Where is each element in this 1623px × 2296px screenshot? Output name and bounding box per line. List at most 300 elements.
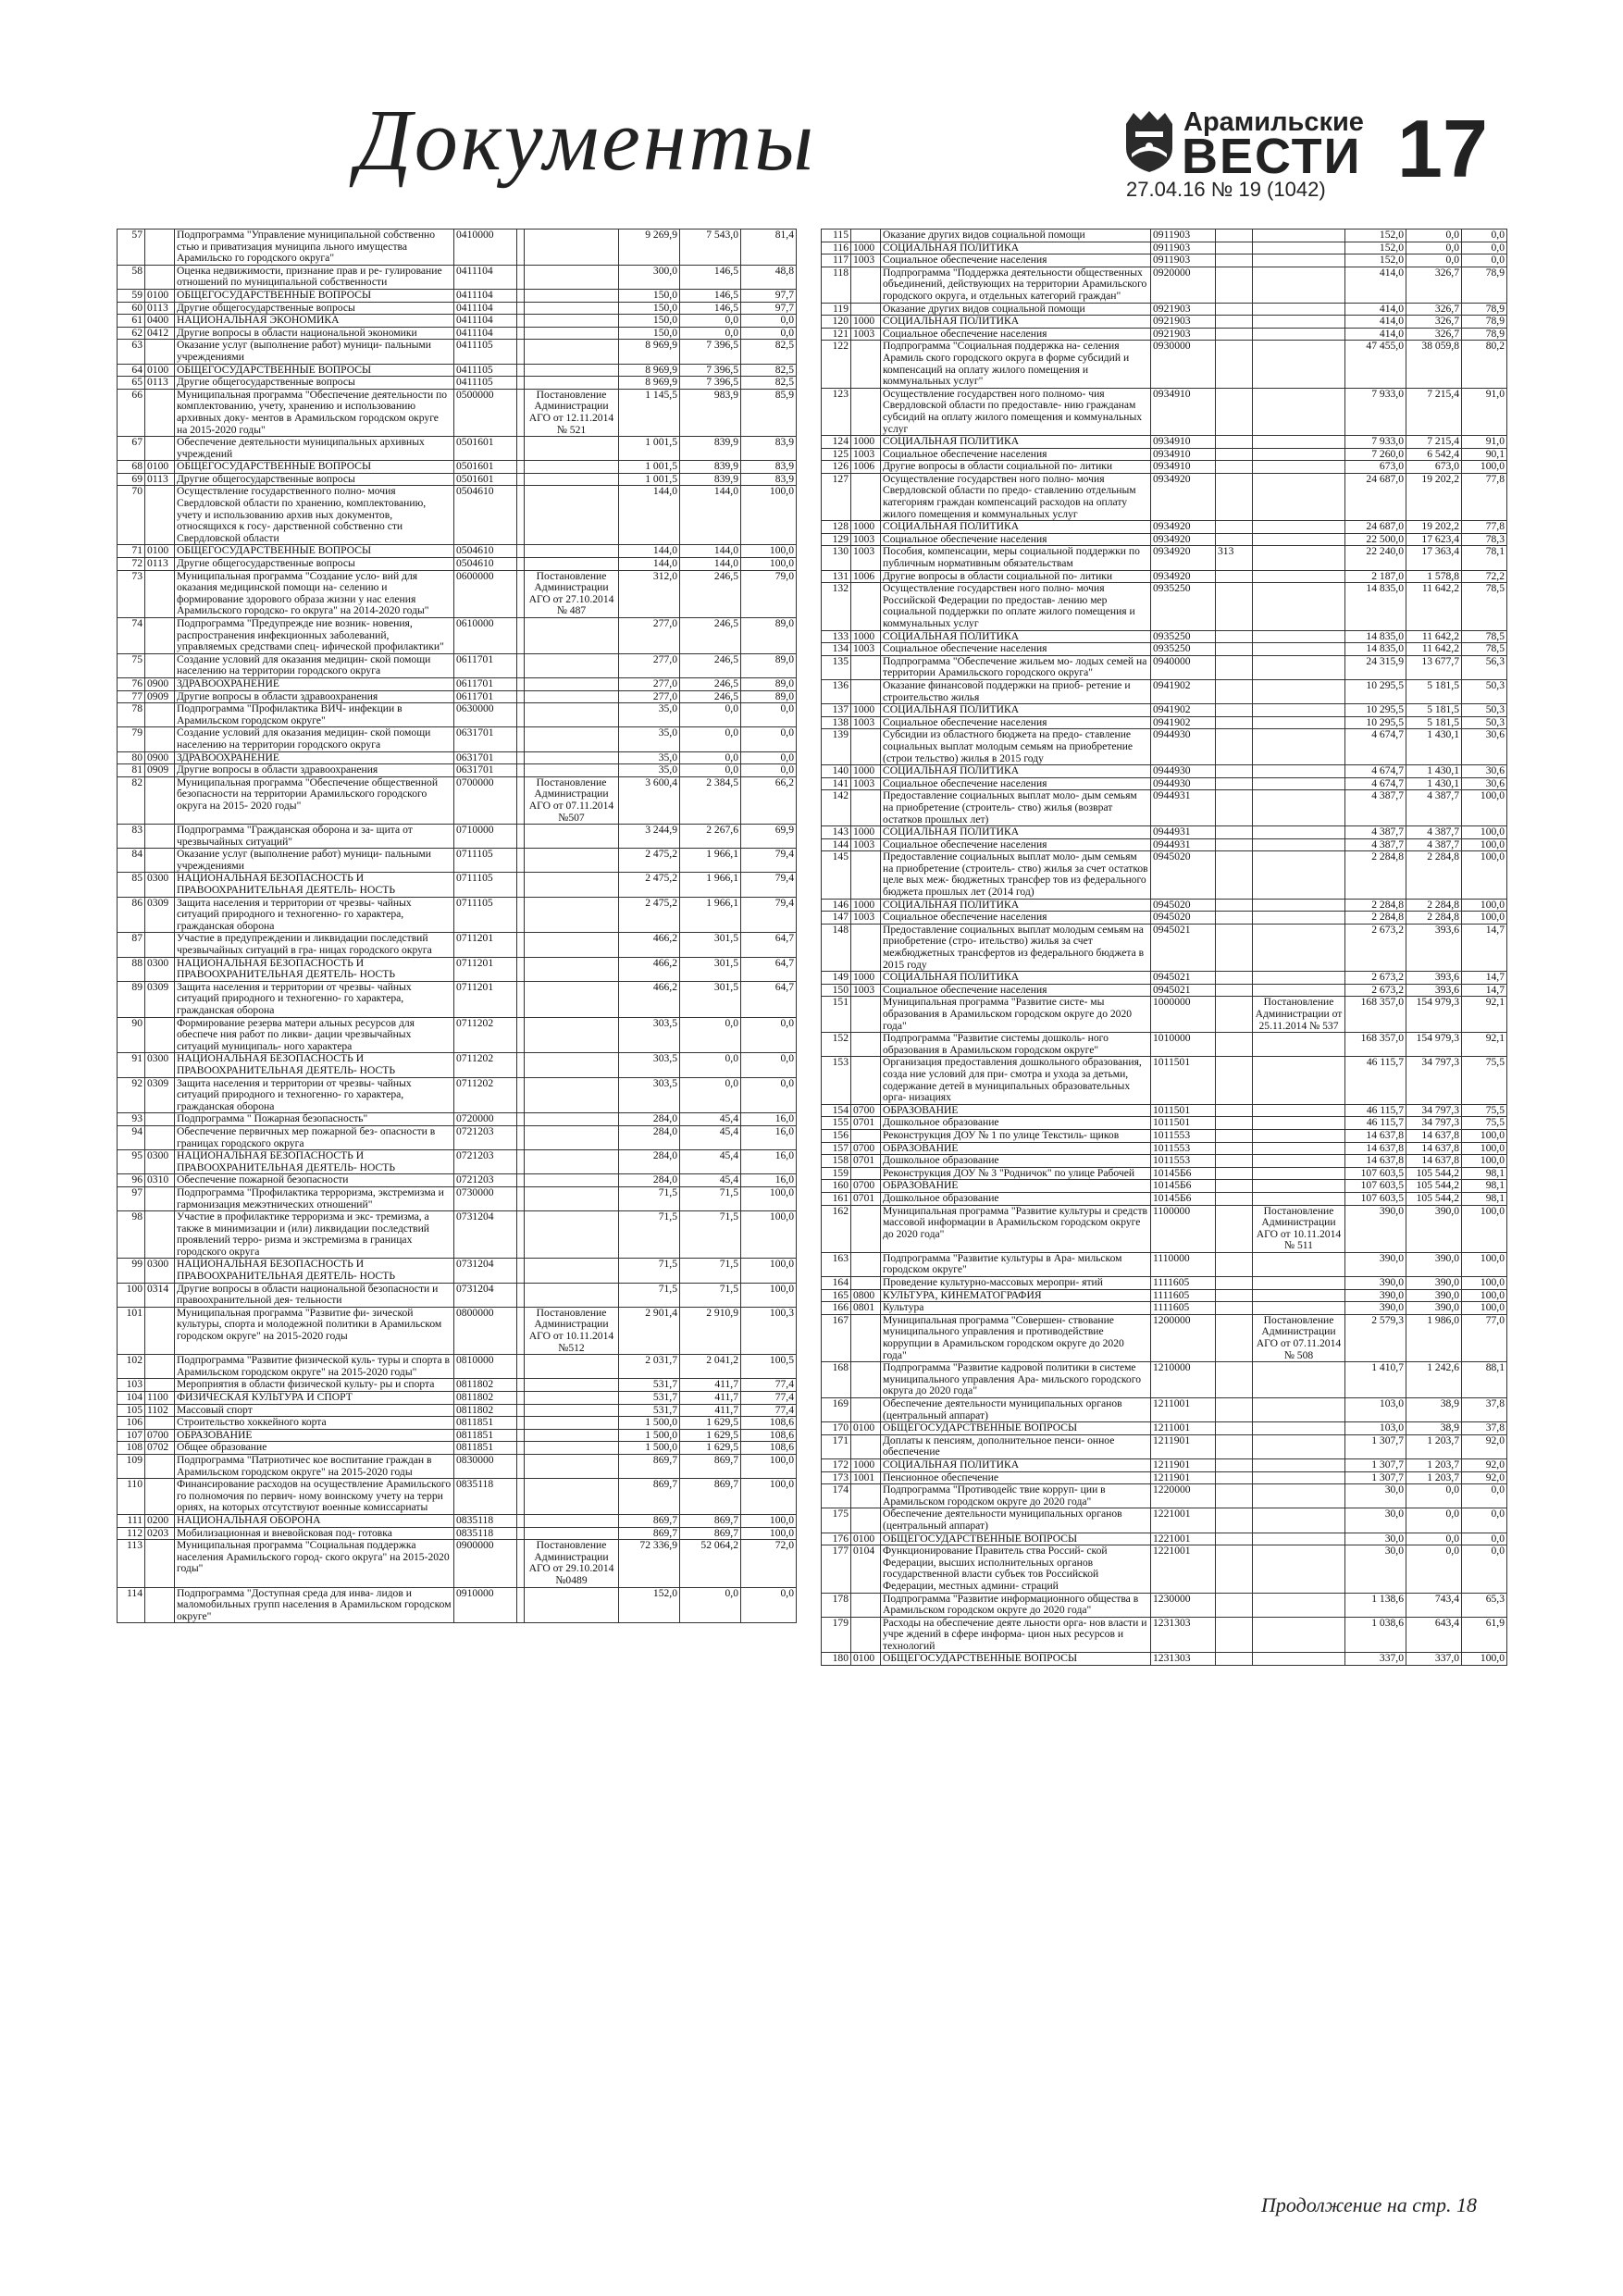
table-row	[822, 972, 1507, 985]
target-article: 0944931	[1151, 790, 1216, 826]
expense-name: Подпрограмма "Патриотичес кое воспитание граждан в Арамильском городском округе" на 2015-2020 годы	[175, 1454, 454, 1478]
executed-amount: 1 430,1	[1406, 729, 1462, 765]
row-number: 178	[822, 1593, 851, 1617]
target-article: 0731204	[454, 1259, 517, 1283]
target-article: 0830000	[454, 1454, 517, 1478]
execution-percent: 0,0	[741, 703, 797, 727]
table-row	[118, 751, 797, 764]
page-header	[0, 0, 1623, 222]
expense-type	[517, 897, 525, 933]
execution-percent: 90,1	[1462, 448, 1507, 461]
expense-name: Подпрограмма " Пожарная безопасность"	[175, 1113, 454, 1126]
execution-percent: 0,0	[1462, 242, 1507, 254]
target-article: 0935250	[1151, 643, 1216, 656]
legal-act	[525, 315, 619, 328]
legal-act	[525, 1429, 619, 1442]
row-number: 80	[118, 751, 145, 764]
expense-name: Муниципальная программа "Обеспечение деятельности по комплектованию, учету, хранению и использованию архивных доку- ментов в Арамильском городском округе на 2015-2020 годы"	[175, 389, 454, 436]
legal-act	[525, 933, 619, 957]
expense-type	[1216, 851, 1253, 899]
planned-amount: 14 637,8	[1345, 1142, 1406, 1155]
target-article: 1111605	[1151, 1277, 1216, 1290]
row-number: 126	[822, 461, 851, 474]
row-number: 71	[118, 545, 145, 558]
section-code	[851, 1593, 881, 1617]
planned-amount: 414,0	[1345, 328, 1406, 341]
legal-act	[1253, 1508, 1345, 1533]
expense-type	[517, 289, 525, 302]
legal-act	[1253, 630, 1345, 643]
legal-act	[1253, 1653, 1345, 1666]
section-code	[145, 1355, 175, 1379]
planned-amount: 71,5	[619, 1283, 680, 1307]
execution-percent: 108,6	[741, 1429, 797, 1442]
expense-name: СОЦИАЛЬНАЯ ПОЛИТИКА	[881, 630, 1151, 643]
executed-amount: 38 059,8	[1406, 341, 1462, 388]
execution-percent: 0,0	[741, 1077, 797, 1113]
row-number: 120	[822, 316, 851, 329]
table-row	[118, 957, 797, 981]
row-number: 89	[118, 981, 145, 1017]
section-code	[145, 703, 175, 727]
expense-name: Культура	[881, 1302, 1151, 1315]
expense-name: Мобилизационная и вневойсковая под- готовка	[175, 1527, 454, 1540]
execution-percent: 80,2	[1462, 341, 1507, 388]
target-article: 0911903	[1151, 242, 1216, 254]
execution-percent: 78,9	[1462, 316, 1507, 329]
newspaper-name-main: ВЕСТИ	[1182, 129, 1362, 184]
expense-name: Формирование резерва матери альных ресурсов для обеспече ния работ по ликви- дации чрезвычайных ситуаций муниципаль- ного характера	[175, 1017, 454, 1053]
planned-amount: 7 933,0	[1345, 388, 1406, 435]
section-code: 1003	[851, 546, 881, 570]
expense-name: ОБЩЕГОСУДАРСТВЕННЫЕ ВОПРОСЫ	[175, 364, 454, 377]
section-code: 1003	[851, 254, 881, 267]
executed-amount: 1 203,7	[1406, 1434, 1462, 1458]
execution-percent: 14,7	[1462, 984, 1507, 997]
target-article: 1211901	[1151, 1434, 1216, 1458]
executed-amount: 246,5	[680, 677, 741, 690]
expense-type	[517, 1527, 525, 1540]
planned-amount: 390,0	[1345, 1289, 1406, 1302]
row-number: 151	[822, 997, 851, 1033]
execution-percent: 100,0	[1462, 1289, 1507, 1302]
expense-name: СОЦИАЛЬНАЯ ПОЛИТИКА	[881, 521, 1151, 534]
execution-percent: 0,0	[1462, 1508, 1507, 1533]
target-article: 0711202	[454, 1017, 517, 1053]
executed-amount: 0,0	[1406, 1508, 1462, 1533]
table-row	[822, 655, 1507, 679]
target-article: 1110000	[1151, 1252, 1216, 1276]
execution-percent: 83,9	[741, 473, 797, 486]
section-code: 0300	[145, 1150, 175, 1174]
target-article: 0945020	[1151, 912, 1216, 925]
target-article: 0504610	[454, 558, 517, 571]
row-number: 87	[118, 933, 145, 957]
table-row	[822, 1252, 1507, 1276]
target-article: 1211001	[1151, 1398, 1216, 1422]
section-code	[851, 1252, 881, 1276]
expense-name: Обеспечение первичных мер пожарной без- опасности в границах городского округа	[175, 1125, 454, 1149]
section-code	[145, 340, 175, 364]
execution-percent: 100,0	[741, 1454, 797, 1478]
table-row	[822, 583, 1507, 630]
expense-type	[1216, 570, 1253, 583]
row-number: 149	[822, 972, 851, 985]
expense-name: ЗДРАВООХРАНЕНИЕ	[175, 751, 454, 764]
expense-type	[1216, 1252, 1253, 1276]
row-number: 74	[118, 618, 145, 654]
expense-name: Субсидии из областного бюджета на предо- ставление социальных выплат молодым семьям на приобретение (строи тельство) жилья в 2015 году	[881, 729, 1151, 765]
expense-name: Муниципальная программа "Совершен- ствование муниципального управления и противодействие коррупции в Арамильском городском округе до 2020 года"	[881, 1314, 1151, 1361]
target-article: 10145Б6	[1151, 1192, 1216, 1205]
section-code	[145, 1186, 175, 1210]
target-article: 1100000	[1151, 1205, 1216, 1252]
planned-amount: 414,0	[1345, 303, 1406, 316]
expense-type	[517, 703, 525, 727]
executed-amount: 154 979,3	[1406, 997, 1462, 1033]
section-code	[851, 230, 881, 242]
expense-type	[517, 340, 525, 364]
expense-name: Другие вопросы в области социальной по- литики	[881, 570, 1151, 583]
legal-act	[525, 1113, 619, 1126]
planned-amount: 2 673,2	[1345, 984, 1406, 997]
row-number: 165	[822, 1289, 851, 1302]
table-row	[118, 1379, 797, 1392]
execution-percent: 64,7	[741, 933, 797, 957]
planned-amount: 2 475,2	[619, 849, 680, 873]
table-row	[822, 765, 1507, 778]
execution-percent: 82,5	[741, 377, 797, 390]
execution-percent: 0,0	[1462, 254, 1507, 267]
legal-act: Постановление Администрации АГО от 29.10.2014 №0489	[525, 1540, 619, 1587]
planned-amount: 150,0	[619, 289, 680, 302]
row-number: 132	[822, 583, 851, 630]
table-row	[118, 377, 797, 390]
expense-name: НАЦИОНАЛЬНАЯ ОБОРОНА	[175, 1514, 454, 1527]
execution-percent: 78,5	[1462, 630, 1507, 643]
planned-amount: 46 115,7	[1345, 1057, 1406, 1104]
execution-percent: 88,1	[1462, 1362, 1507, 1398]
table-row	[118, 1417, 797, 1430]
expense-name: ФИЗИЧЕСКАЯ КУЛЬТУРА И СПОРТ	[175, 1392, 454, 1405]
expense-type	[517, 1113, 525, 1126]
target-article: 0944930	[1151, 765, 1216, 778]
legal-act	[1253, 316, 1345, 329]
row-number: 122	[822, 341, 851, 388]
execution-percent: 30,6	[1462, 729, 1507, 765]
expense-name: ОБЩЕГОСУДАРСТВЕННЫЕ ВОПРОСЫ	[175, 545, 454, 558]
planned-amount: 71,5	[619, 1186, 680, 1210]
executed-amount: 4 387,7	[1406, 790, 1462, 826]
expense-type	[517, 1540, 525, 1587]
table-row	[822, 1434, 1507, 1458]
expense-type	[1216, 254, 1253, 267]
target-article: 0944931	[1151, 826, 1216, 839]
executed-amount: 326,7	[1406, 328, 1462, 341]
section-code	[145, 618, 175, 654]
planned-amount: 30,0	[1345, 1484, 1406, 1508]
expense-name: Создание условий для оказания медицин- ской помощи населению на территории городского округа	[175, 653, 454, 677]
row-number: 159	[822, 1167, 851, 1180]
table-row	[118, 727, 797, 751]
expense-name: Обеспечение деятельности муниципальных органов (центральный аппарат)	[881, 1398, 1151, 1422]
legal-act	[525, 1259, 619, 1283]
execution-percent: 77,8	[1462, 473, 1507, 520]
executed-amount: 7 215,4	[1406, 388, 1462, 435]
section-code	[851, 924, 881, 971]
row-number: 169	[822, 1398, 851, 1422]
expense-name: Муниципальная программа "Развитие культуры и средств массовой информации в Арамильском городском округе до 2020 года"	[881, 1205, 1151, 1252]
expense-type	[1216, 1434, 1253, 1458]
execution-percent: 100,0	[741, 1527, 797, 1540]
expense-name: Защита населения и территории от чрезвы- чайных ситуаций природного и техногенно- го характера, гражданская оборона	[175, 981, 454, 1017]
target-article: 1200000	[1151, 1314, 1216, 1361]
legal-act	[1253, 655, 1345, 679]
target-article: 0611701	[454, 653, 517, 677]
table-row	[118, 849, 797, 873]
expense-type	[517, 1259, 525, 1283]
executed-amount: 154 979,3	[1406, 1033, 1462, 1057]
row-number: 113	[118, 1540, 145, 1587]
expense-type	[1216, 303, 1253, 316]
section-code: 0113	[145, 377, 175, 390]
expense-type	[517, 389, 525, 436]
target-article: 0711201	[454, 957, 517, 981]
expense-name: Подпрограмма "Противодейс твие корруп- ции в Арамильском городском округе до 2020 года"	[881, 1484, 1151, 1508]
table-row	[118, 873, 797, 897]
execution-percent: 92,1	[1462, 1033, 1507, 1057]
legal-act	[525, 653, 619, 677]
executed-amount: 2 284,8	[1406, 851, 1462, 899]
execution-percent: 100,0	[1462, 1142, 1507, 1155]
executed-amount: 1 629,5	[680, 1417, 741, 1430]
execution-percent: 100,0	[741, 1259, 797, 1283]
row-number: 82	[118, 776, 145, 824]
planned-amount: 2 031,7	[619, 1355, 680, 1379]
section-code	[145, 1587, 175, 1623]
expense-name: Осуществление государствен ного полно- мочия Свердловской области по предо- ставлению отдельным категориям граждан компенсаций расходов на оплату жилого помещения и коммунальных услуг	[881, 473, 1151, 520]
expense-name: Предоставление социальных выплат моло- дым семьям на приобретение (строитель- ство) жилья (возврат остатков прошлых лет)	[881, 790, 1151, 826]
section-code: 0700	[851, 1180, 881, 1193]
legal-act	[1253, 838, 1345, 851]
execution-percent: 79,4	[741, 897, 797, 933]
target-article: 0731204	[454, 1283, 517, 1307]
table-row	[118, 776, 797, 824]
table-row	[118, 545, 797, 558]
legal-act	[525, 1417, 619, 1430]
planned-amount: 284,0	[619, 1113, 680, 1126]
expense-name: Защита населения и территории от чрезвы- чайных ситуаций природного и техногенно- го характера, гражданская оборона	[175, 897, 454, 933]
expense-name: Оказание услуг (выполнение работ) муници- пальными учреждениями	[175, 340, 454, 364]
planned-amount: 150,0	[619, 327, 680, 340]
execution-percent: 100,0	[741, 558, 797, 571]
expense-name: Подпрограмма "Развитие информационного общества в Арамильском городском округе до 2020 года"	[881, 1593, 1151, 1617]
planned-amount: 1 307,7	[1345, 1434, 1406, 1458]
table-row	[822, 436, 1507, 449]
target-article: 0720000	[454, 1113, 517, 1126]
planned-amount: 466,2	[619, 981, 680, 1017]
expense-name: Муниципальная программа "Развитие фи- зической культуры, спорта и молодежной политики в Арамильском городском округе" на 2015-2020 годы	[175, 1307, 454, 1354]
legal-act	[525, 957, 619, 981]
row-number: 66	[118, 389, 145, 436]
execution-percent: 50,3	[1462, 716, 1507, 729]
target-article: 0501601	[454, 437, 517, 461]
expense-type	[1216, 972, 1253, 985]
legal-act	[1253, 328, 1345, 341]
expense-name: Участие в предупреждении и ликвидации последствий чрезвычайных ситуаций в гра- ницах городского округа	[175, 933, 454, 957]
execution-percent: 0,0	[1462, 1545, 1507, 1593]
legal-act	[525, 1125, 619, 1149]
target-article: 0700000	[454, 776, 517, 824]
legal-act	[1253, 521, 1345, 534]
table-row	[822, 1104, 1507, 1117]
executed-amount: 71,5	[680, 1283, 741, 1307]
expense-name: Подпрограмма "Развитие физической куль- туры и спорта в Арамильском городском округе" на 2015-2020 годы"	[175, 1355, 454, 1379]
executed-amount: 71,5	[680, 1186, 741, 1210]
table-row	[118, 289, 797, 302]
expense-type	[1216, 1314, 1253, 1361]
legal-act	[1253, 1252, 1345, 1276]
section-code: 1102	[145, 1404, 175, 1417]
table-row	[118, 486, 797, 545]
legal-act	[1253, 1484, 1345, 1508]
target-article: 1011553	[1151, 1155, 1216, 1168]
expense-type	[1216, 1653, 1253, 1666]
legal-act	[525, 265, 619, 289]
table-row	[822, 984, 1507, 997]
row-number: 92	[118, 1077, 145, 1113]
target-article: 0934920	[1151, 546, 1216, 570]
expense-type	[1216, 655, 1253, 679]
row-number: 99	[118, 1259, 145, 1283]
legal-act	[1253, 1471, 1345, 1484]
expense-name: НАЦИОНАЛЬНАЯ БЕЗОПАСНОСТЬ И ПРАВООХРАНИТЕЛЬНАЯ ДЕЯТЕЛЬ- НОСТЬ	[175, 957, 454, 981]
planned-amount: 2 284,8	[1345, 899, 1406, 912]
executed-amount: 390,0	[1406, 1302, 1462, 1315]
row-number: 179	[822, 1617, 851, 1653]
execution-percent: 100,0	[1462, 838, 1507, 851]
execution-percent: 0,0	[741, 315, 797, 328]
execution-percent: 97,7	[741, 302, 797, 315]
legal-act	[1253, 643, 1345, 656]
target-article: 0934910	[1151, 448, 1216, 461]
planned-amount: 303,5	[619, 1077, 680, 1113]
planned-amount: 390,0	[1345, 1252, 1406, 1276]
section-code: 1003	[851, 448, 881, 461]
execution-percent: 100,0	[741, 545, 797, 558]
target-article: 0631701	[454, 751, 517, 764]
row-number: 142	[822, 790, 851, 826]
legal-act	[1253, 765, 1345, 778]
executed-amount: 1 966,1	[680, 873, 741, 897]
execution-percent: 98,1	[1462, 1180, 1507, 1193]
section-code	[851, 1167, 881, 1180]
executed-amount: 7 543,0	[680, 230, 741, 266]
expense-type	[517, 570, 525, 617]
target-article: 10145Б6	[1151, 1180, 1216, 1193]
execution-percent: 0,0	[741, 1053, 797, 1077]
row-number: 172	[822, 1458, 851, 1471]
target-article: 0721203	[454, 1125, 517, 1149]
table-row	[822, 838, 1507, 851]
section-code	[851, 1434, 881, 1458]
legal-act	[1253, 1155, 1345, 1168]
table-row	[118, 558, 797, 571]
expense-type	[1216, 765, 1253, 778]
planned-amount: 4 674,7	[1345, 777, 1406, 790]
expense-type	[1216, 899, 1253, 912]
expense-type	[1216, 230, 1253, 242]
row-number: 86	[118, 897, 145, 933]
legal-act	[1253, 899, 1345, 912]
expense-type	[1216, 1302, 1253, 1315]
target-article: 0945020	[1151, 899, 1216, 912]
planned-amount: 4 387,7	[1345, 826, 1406, 839]
planned-amount: 14 835,0	[1345, 643, 1406, 656]
expense-type	[1216, 1167, 1253, 1180]
executed-amount: 14 637,8	[1406, 1129, 1462, 1142]
section-code	[851, 1277, 881, 1290]
executed-amount: 390,0	[1406, 1252, 1462, 1276]
executed-amount: 13 677,7	[1406, 655, 1462, 679]
table-row	[822, 1180, 1507, 1193]
legal-act	[1253, 341, 1345, 388]
planned-amount: 9 269,9	[619, 230, 680, 266]
section-code: 0300	[145, 1259, 175, 1283]
legal-act	[525, 751, 619, 764]
executed-amount: 0,0	[680, 1587, 741, 1623]
expense-name: НАЦИОНАЛЬНАЯ БЕЗОПАСНОСТЬ И ПРАВООХРАНИТЕЛЬНАЯ ДЕЯТЕЛЬ- НОСТЬ	[175, 1150, 454, 1174]
expense-type	[1216, 1129, 1253, 1142]
expense-type	[517, 1355, 525, 1379]
target-article: 1231303	[1151, 1617, 1216, 1653]
table-row	[822, 851, 1507, 899]
target-article: 1211901	[1151, 1458, 1216, 1471]
expense-name: Дошкольное образование	[881, 1192, 1151, 1205]
legal-act	[1253, 924, 1345, 971]
target-article: 1011553	[1151, 1142, 1216, 1155]
execution-percent: 30,6	[1462, 777, 1507, 790]
row-number: 61	[118, 315, 145, 328]
row-number: 139	[822, 729, 851, 765]
expense-name: Подпрограмма "Обеспечение жильем мо- лодых семей на территории Арамильского городского округа"	[881, 655, 1151, 679]
expense-name: Защита населения и территории от чрезвы- чайных ситуаций природного и техногенно- го характера, гражданская оборона	[175, 1077, 454, 1113]
section-code	[851, 655, 881, 679]
legal-act	[525, 437, 619, 461]
expense-name: Создание условий для оказания медицин- ской помощи населению на территории городского округа	[175, 727, 454, 751]
target-article: 0710000	[454, 825, 517, 849]
planned-amount: 1 001,5	[619, 461, 680, 474]
planned-amount: 303,5	[619, 1053, 680, 1077]
expense-name: Подпрограмма "Доступная среда для инва- лидов и маломобильных групп населения в Арамильском городском округе"	[175, 1587, 454, 1623]
execution-percent: 98,1	[1462, 1167, 1507, 1180]
expense-name: Организация предоставления дошкольного образования, созда ние условий для при- смотра и ухода за детьми, содержание детей в муниципальных образовательных орга- низациях	[881, 1057, 1151, 1104]
expense-type	[1216, 1142, 1253, 1155]
row-number: 98	[118, 1211, 145, 1259]
planned-amount: 1 001,5	[619, 473, 680, 486]
planned-amount: 107 603,5	[1345, 1167, 1406, 1180]
planned-amount: 2 284,8	[1345, 912, 1406, 925]
target-article: 1011553	[1151, 1129, 1216, 1142]
execution-percent: 91,0	[1462, 436, 1507, 449]
executed-amount: 326,7	[1406, 303, 1462, 316]
execution-percent: 0,0	[741, 751, 797, 764]
section-code	[145, 933, 175, 957]
table-row	[822, 1458, 1507, 1471]
section-code: 1003	[851, 328, 881, 341]
row-number: 77	[118, 690, 145, 703]
planned-amount: 531,7	[619, 1392, 680, 1405]
